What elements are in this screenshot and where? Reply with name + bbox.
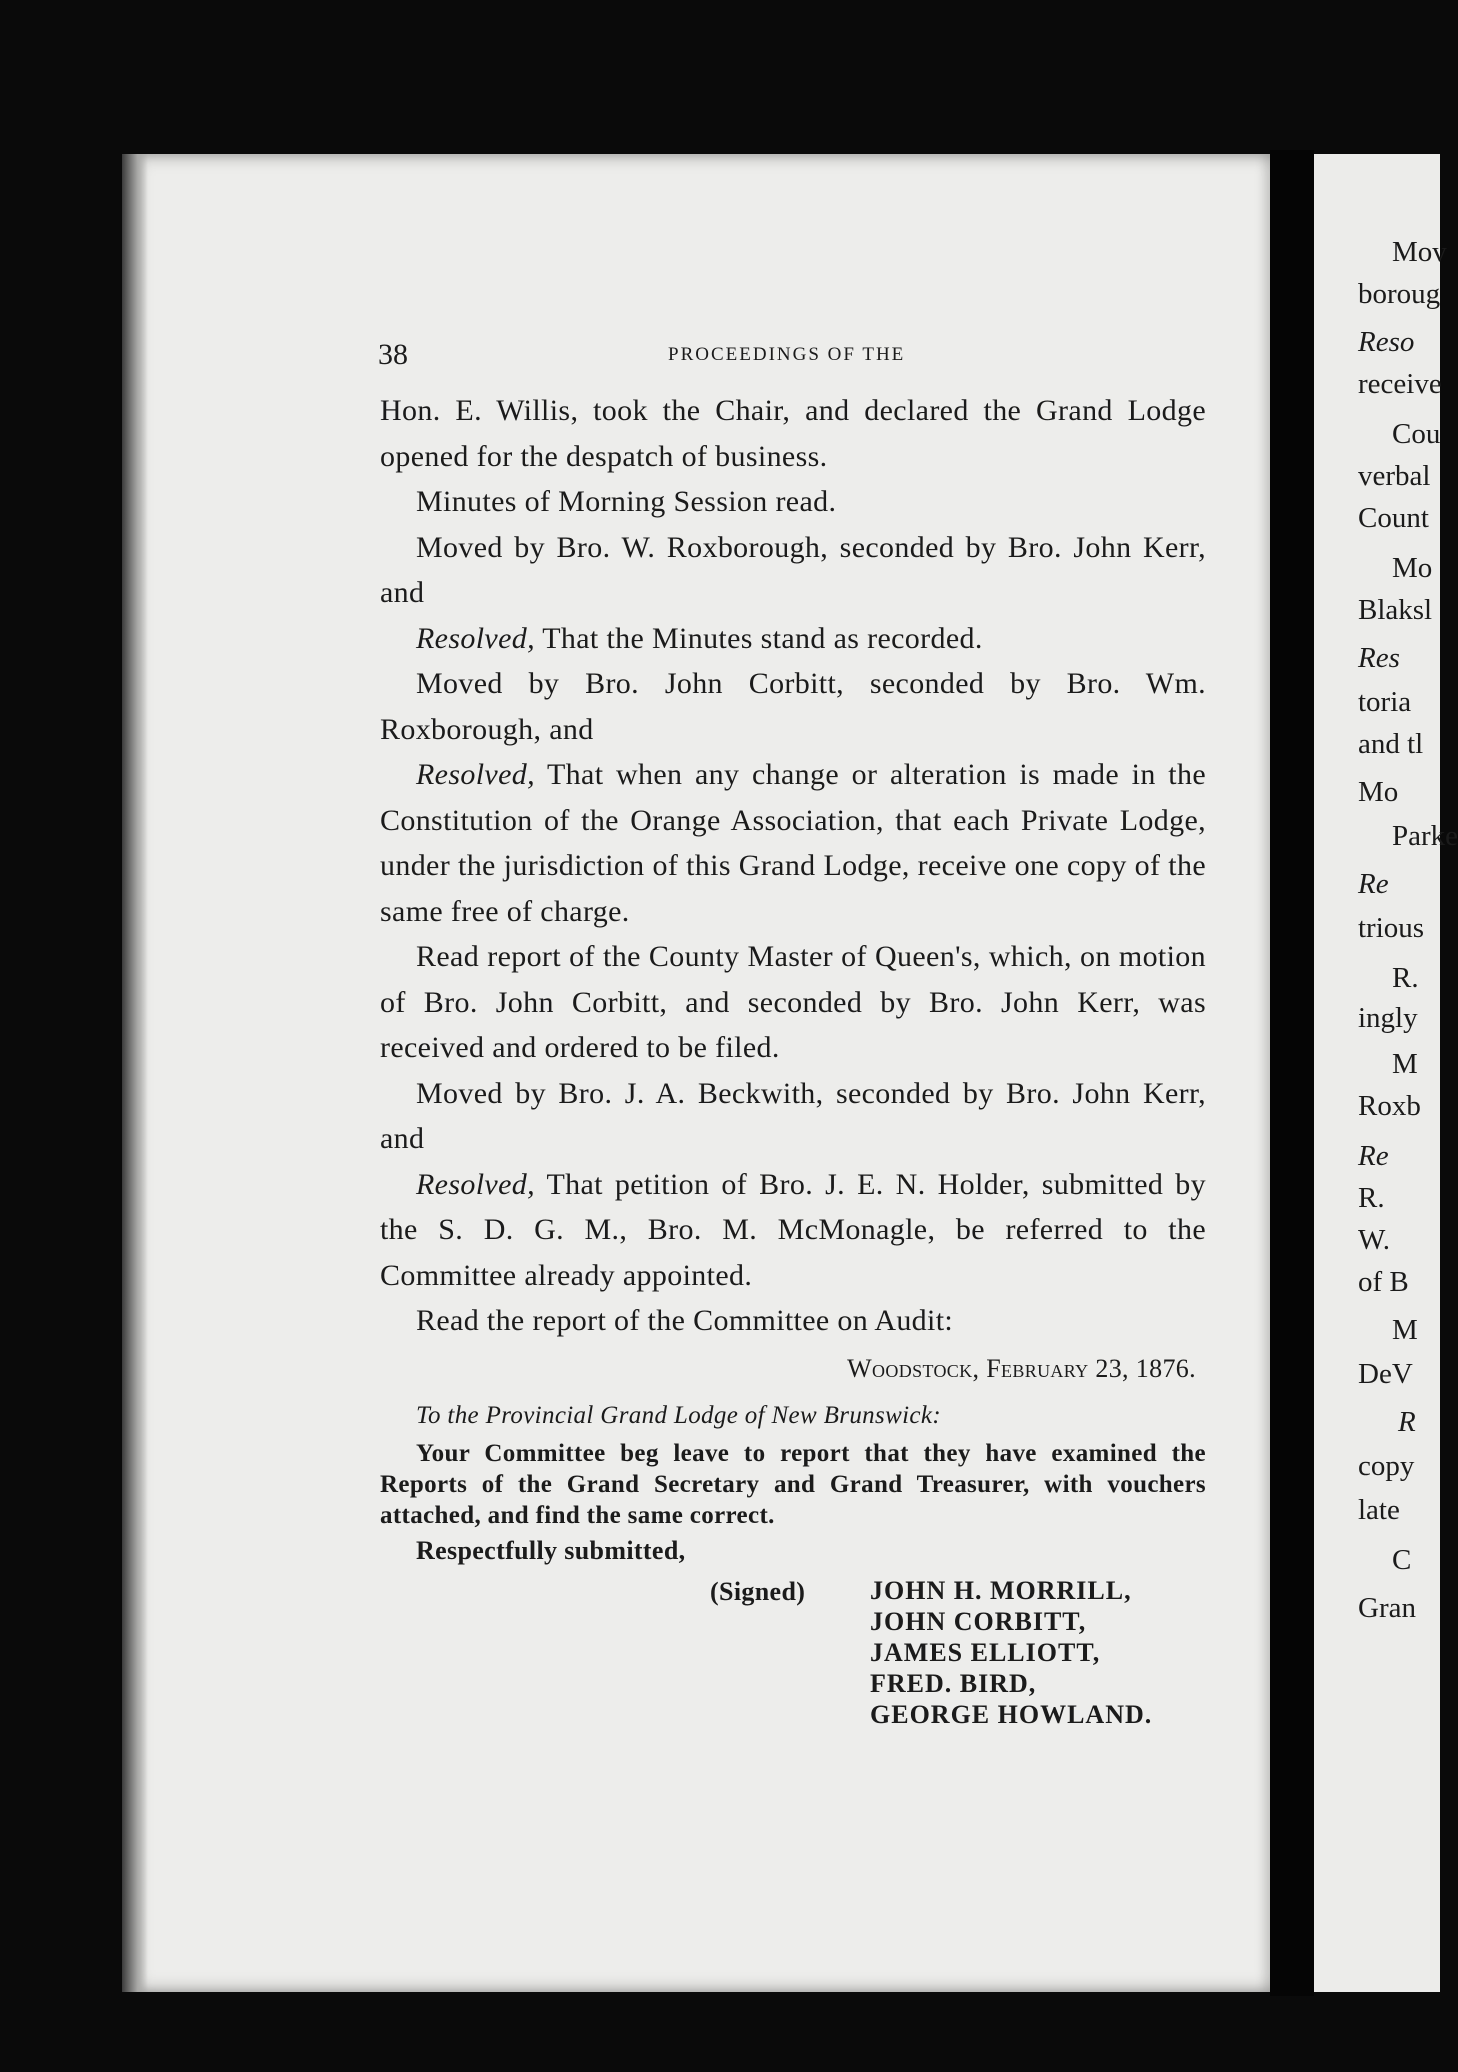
facing-page-fragment: copy [1358,1450,1415,1482]
facing-page-fragment: trious [1358,912,1425,944]
facing-page-fragment: M [1392,1314,1418,1346]
paragraph: Moved by Bro. John Corbitt, seconded by Bro. Wm. Roxborough, and [380,667,1206,746]
facing-page-fragment: C [1392,1544,1412,1576]
facing-page-fragment: Roxb [1358,1090,1421,1122]
facing-page-fragment: receive [1358,368,1442,400]
signer-name: GEORGE HOWLAND. [870,1699,1153,1729]
facing-page-fragment: and tl [1358,728,1424,760]
facing-page-fragment: Cou [1392,418,1441,450]
facing-page-fragment: of B [1358,1266,1409,1298]
paragraph: Hon. E. Willis, took the Chair, and declared the Grand Lodge opened for the despatch of business. [380,394,1206,473]
report-address: To the Provincial Grand Lodge of New Brunswick: [416,1401,941,1429]
facing-page-fragment: Parke [1392,820,1458,852]
facing-page-fragment: Res [1358,642,1400,674]
running-head: PROCEEDINGS OF THE [668,344,906,365]
signature-block [380,1575,1206,1765]
resolved-label: Resolved, [416,758,535,791]
paragraph: Minutes of Morning Session read. [416,485,837,518]
facing-page-fragment: late [1358,1494,1400,1526]
resolution-paragraph [380,1162,1206,1299]
facing-page-fragment: R. [1358,1182,1385,1214]
page-number: 38 [378,338,408,371]
report-dateline: Woodstock, February 23, 1876. [847,1353,1196,1383]
signer-name: JAMES ELLIOTT, [870,1637,1101,1667]
paragraph: Moved by Bro. J. A. Beckwith, seconded by Bro. John Kerr, and [380,1076,1206,1155]
facing-page-fragment: Count [1358,502,1429,534]
signer-name: JOHN H. MORRILL, [870,1575,1132,1605]
facing-page-fragment: W. [1358,1224,1390,1256]
paragraph: Moved by Bro. W. Roxborough, seconded by Bro. John Kerr, and [380,530,1206,609]
facing-page-fragment: ingly [1358,1002,1418,1034]
facing-page-fragment: Mov [1392,236,1447,268]
facing-page-fragment: R [1398,1406,1416,1438]
facing-page-fragment: Reso [1358,326,1415,358]
page-header [378,338,1226,378]
facing-page-fragment: M [1392,1048,1418,1080]
resolved-label: Resolved, [416,1167,535,1201]
facing-page-fragment: boroug [1358,278,1441,310]
page-edge-shadow [122,154,148,1992]
facing-page-fragment: Re [1358,868,1389,900]
page-body [380,388,1206,1765]
facing-page-fragment: Re [1358,1140,1389,1172]
resolution-text: That when any change or alteration is made in the Constitution of the Orange Association, that each Private Lodge, under the jurisdiction of this Grand Lodge, receive one copy of the same free of charge. [380,758,1206,928]
facing-page-fragment: Blaksl [1358,594,1433,626]
facing-page [1314,154,1458,1992]
facing-page-fragment: Gran [1358,1592,1416,1624]
resolution-paragraph [380,616,1206,662]
paragraph: Read report of the County Master of Queen's, which, on motion of Bro. John Corbitt, and seconded by Bro. John Kerr, was received and ordered to be filed. [380,940,1206,1064]
facing-page-fragment: DeV [1358,1358,1413,1390]
resolution-text: That petition of Bro. J. E. N. Holder, submitted by the S. D. G. M., Bro. M. McMonagle, be referred to the Committee already appointed. [380,1167,1206,1292]
facing-page-fragment: Mo [1358,776,1399,808]
facing-page-fragment: Mo [1392,552,1433,584]
report-body: Your Committee beg leave to report that they have examined the Reports of the Grand Secretary and Grand Treasurer, with vouchers attached, and find the same correct. [380,1439,1206,1529]
facing-page-fragment: toria [1358,686,1412,718]
book-gutter [1270,150,1314,1996]
paragraph: Read the report of the Committee on Audit: [416,1304,954,1337]
signer-list [870,1575,1152,1730]
report-closing: Respectfully submitted, [416,1535,686,1565]
signer-name: JOHN CORBITT, [870,1606,1087,1636]
facing-page-fragment: R. [1392,962,1419,994]
resolution-paragraph [380,752,1206,934]
signer-name: FRED. BIRD, [870,1668,1037,1698]
resolved-label: Resolved, [416,621,535,655]
signed-label: (Signed) [710,1576,806,1606]
resolution-text: That the Minutes stand as recorded. [534,621,983,655]
facing-page-fragment: verbal [1358,460,1431,492]
